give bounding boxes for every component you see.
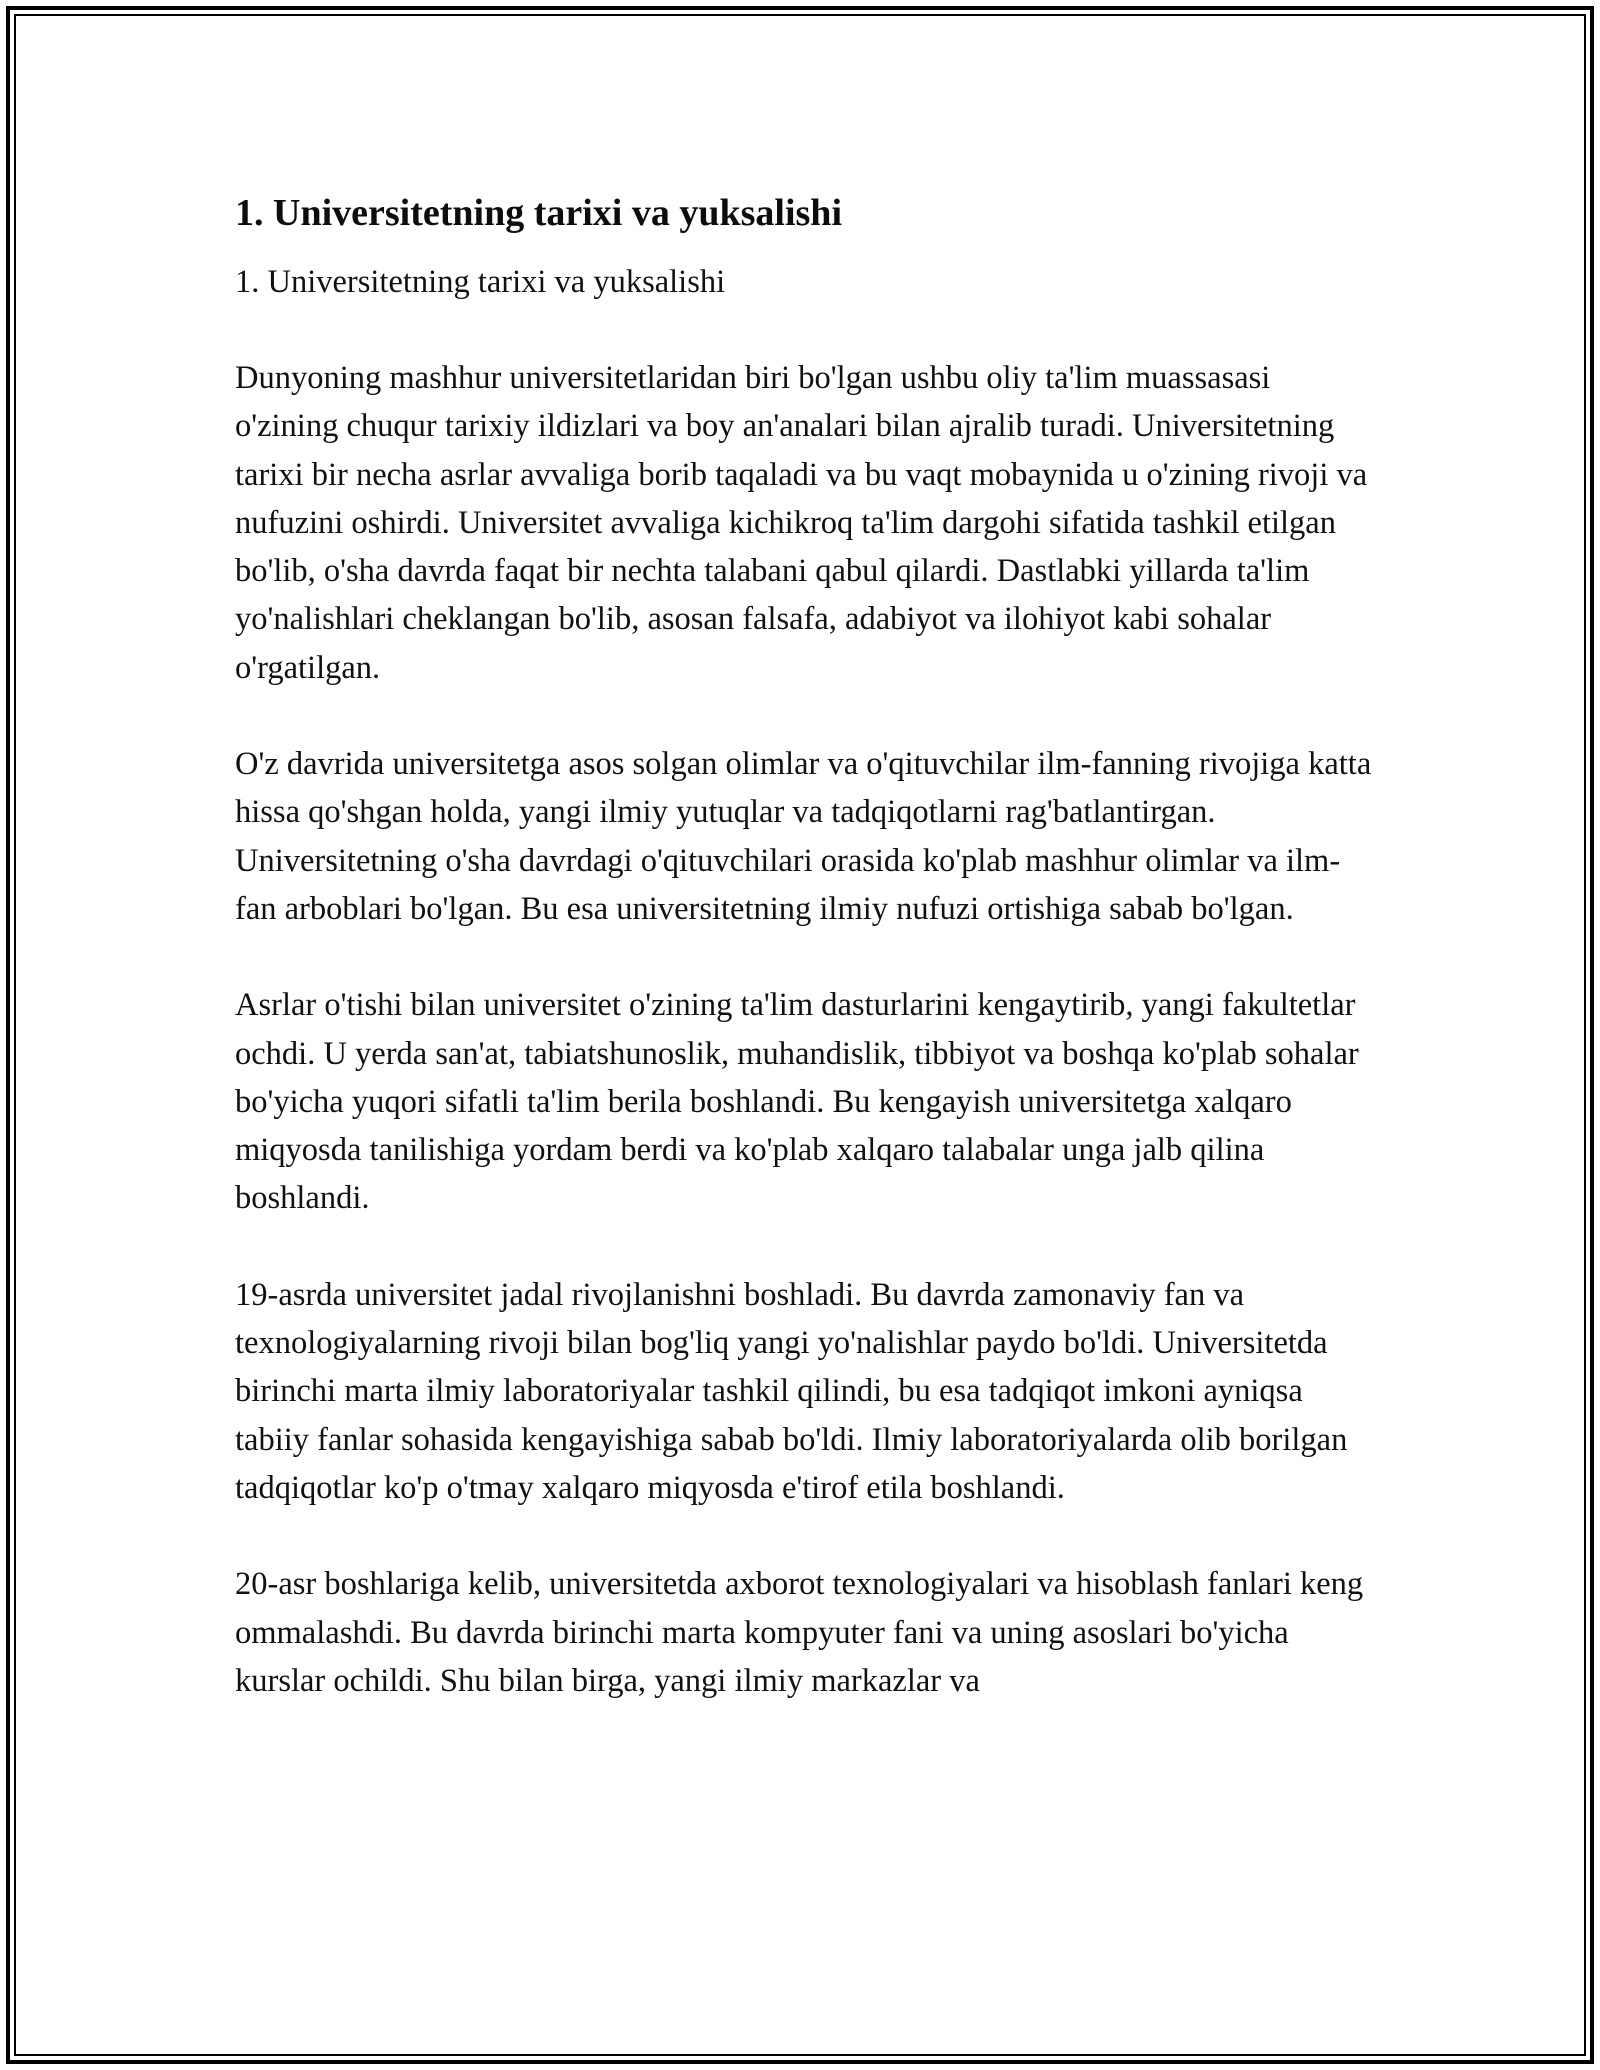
paragraph-2: O'z davrida universitetga asos solgan olimlar va o'qituvchilar ilm-fanning rivojiga katta hissa qo'shgan holda, yangi ilmiy yutuqlar va tadqiqotlarni rag'batlantirgan. Universitetning o'sha davrdagi o'qituvchilari orasida ko'plab mashhur olimlar va ilm-fan arboblari bo'lgan. Bu esa universitetning ilmiy nufuzi ortishiga sabab bo'lgan.: [235, 746, 1372, 927]
paragraph-4: 19-asrda universitet jadal rivojlanishni boshladi. Bu davrda zamonaviy fan va texnologiyalarning rivoji bilan bog'liq yangi yo'nalishlar paydo bo'ldi. Universitetda birinchi marta ilmiy laboratoriyalar tashkil qilindi, bu esa tadqiqot imkoni ayniqsa tabiiy fanlar sohasida kengayishiga sabab bo'ldi. Ilmiy laboratoriyalarda olib borilgan tadqiqotlar ko'p o'tmay xalqaro miqyosda e'tirof etila boshlandi.: [235, 1276, 1348, 1506]
paragraph-3: Asrlar o'tishi bilan universitet o'zining ta'lim dasturlarini kengaytirib, yangi fakultetlar ochdi. U yerda san'at, tabiatshunoslik, muhandislik, tibbiyot va boshqa ko'plab sohalar bo'yicha yuqori sifatli ta'lim berila boshlandi. Bu kengayish universitetga xalqaro miqyosda tanilishiga yordam berdi va ko'plab xalqaro talabalar unga jalb qilina boshlandi.: [235, 987, 1359, 1217]
document-heading: 1. Universitetning tarixi va yuksalishi: [235, 192, 842, 234]
document-body: [235, 188, 1375, 1753]
paragraph-5: 20-asr boshlariga kelib, universitetda axborot texnologiyalari va hisoblash fanlari keng ommalashdi. Bu davrda birinchi marta kompyuter fani va uning asoslari bo'yicha kurslar ochildi. Shu bilan birga, yangi ilmiy markazlar va: [235, 1566, 1364, 1699]
section-title: 1. Universitetning tarixi va yuksalishi: [235, 264, 726, 300]
paragraph-1: Dunyoning mashhur universitetlaridan biri bo'lgan ushbu oliy ta'lim muassasasi o'zining chuqur tarixiy ildizlari va boy an'analari bilan ajralib turadi. Universitetning tarixi bir necha asrlar avvaliga borib taqaladi va bu vaqt mobaynida u o'zining rivoji va nufuzini oshirdi. Universitet avvaliga kichikroq ta'lim dargohi sifatida tashkil etilgan bo'lib, o'sha davrda faqat bir nechta talabani qabul qilardi. Dastlabki yillarda ta'lim yo'nalishlari cheklangan bo'lib, asosan falsafa, adabiyot va ilohiyot kabi sohalar o'rgatilgan.: [235, 360, 1368, 686]
